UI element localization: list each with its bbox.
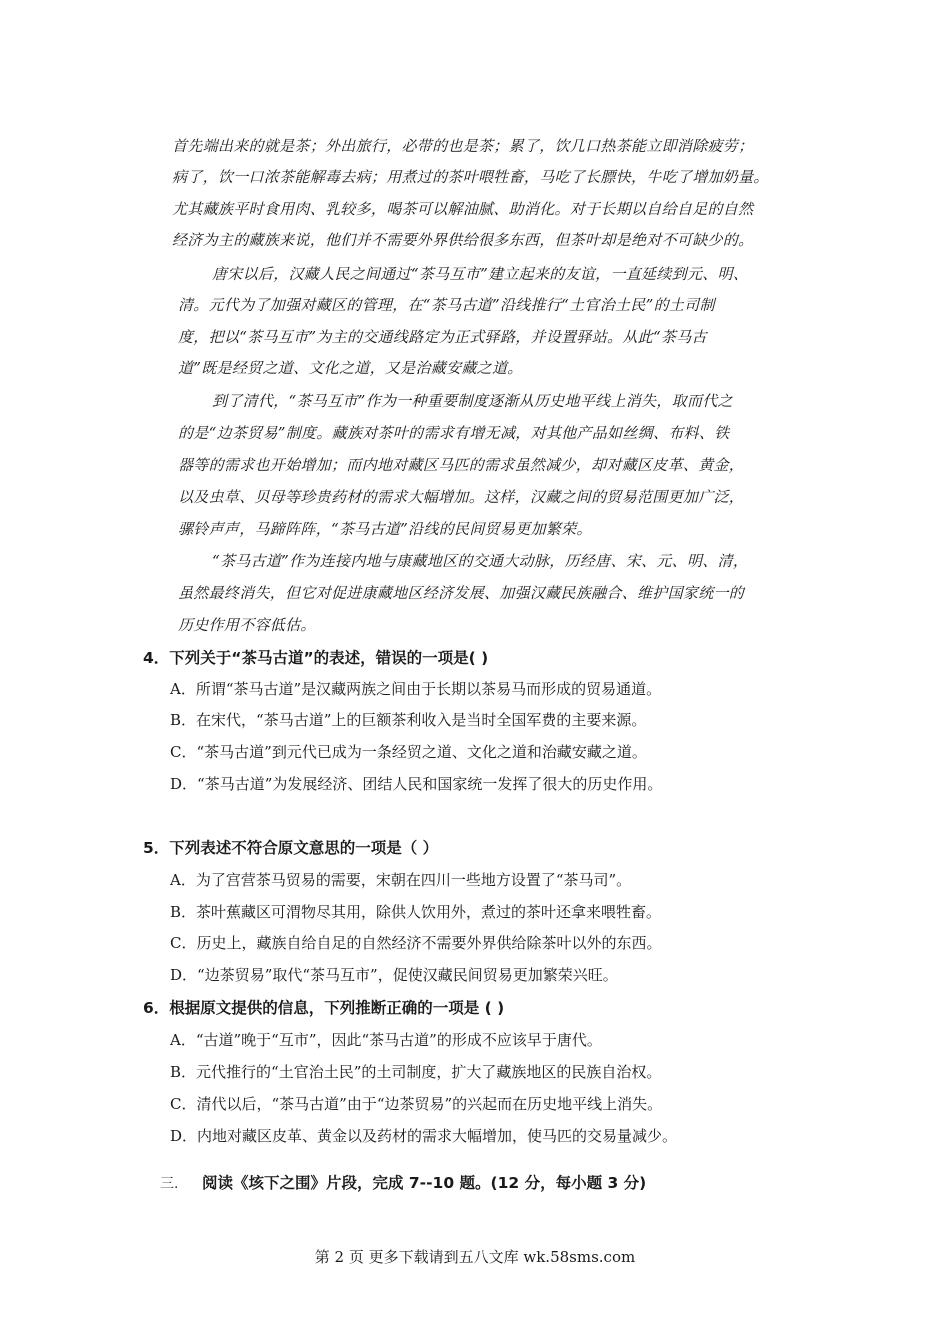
option-a: A．为了宫营茶马贸易的需要，宋朝在四川一些地方设置了“茶马司”。 <box>170 871 632 889</box>
option-d: D．“边茶贸易”取代“茶马互市”，促使汉藏民间贸易更加繁荣兴旺。 <box>170 966 618 984</box>
passage-line: “茶马古道”作为连接内地与康藏地区的交通大动脉，历经唐、宋、元、明、清， <box>212 552 749 570</box>
passage-line: 以及虫草、贝母等珍贵药材的需求大幅增加。这样，汉藏之间的贸易范围更加广泛， <box>178 488 745 506</box>
question-title: 5．下列表述不符合原文意思的一项是（ ） <box>143 839 439 857</box>
section-number: 三. <box>160 1176 179 1192</box>
passage-line: 器等的需求也开始增加；而内地对藏区马匹的需求虽然减少，却对藏区皮革、黄金， <box>178 456 745 474</box>
option-b: B．元代推行的“土官治土民”的土司制度，扩大了藏族地区的民族自治权。 <box>170 1063 662 1081</box>
passage-line: 的是“边茶贸易”制度。藏族对茶叶的需求有增无减，对其他产品如丝绸、布料、铁 <box>178 424 730 442</box>
passage-line: 经济为主的藏族来说，他们并不需要外界供给很多东西，但茶叶却是绝对不可缺少的。 <box>172 231 754 249</box>
option-c: C．“茶马古道”到元代已成为一条经贸之道、文化之道和治藏安藏之道。 <box>170 743 647 761</box>
question-title: 6．根据原文提供的信息，下列推断正确的一项是 ( ) <box>143 999 505 1017</box>
passage-line: 唐宋以后，汉藏人民之间通过“茶马互市”建立起来的友谊，一直延续到元、明、 <box>212 265 749 283</box>
passage-line: 度，把以“茶马互市”为主的交通线路定为正式驿路，并设置驿站。从此“茶马古 <box>178 328 707 346</box>
option-b: B．在宋代，“茶马古道”上的巨额茶利收入是当时全国军费的主要来源。 <box>170 711 647 729</box>
option-c: C．清代以后，“茶马古道”由于“边茶贸易”的兴起而在历史地平线上消失。 <box>170 1095 663 1113</box>
option-d: D．“茶马古道”为发展经济、团结人民和国家统一发挥了很大的历史作用。 <box>170 775 663 793</box>
passage-line: 历史作用不容低估。 <box>178 616 316 634</box>
option-d: D．内地对藏区皮革、黄金以及药材的需求大幅增加，使马匹的交易量减少。 <box>170 1127 678 1145</box>
passage-line: 骡铃声声，马蹄阵阵，“茶马古道”沿线的民间贸易更加繁荣。 <box>178 520 592 538</box>
page-footer: 第 2 页 更多下载请到五八文库 wk.58sms.com <box>314 1248 636 1266</box>
question-title: 4．下列关于“茶马古道”的表述，错误的一项是( ) <box>143 649 489 667</box>
passage-line: 病了，饮一口浓茶能解毒去病；用煮过的茶叶喂牲畜，马吃了长膘快，牛吃了增加奶量。 <box>172 168 769 186</box>
passage-line: 清。元代为了加强对藏区的管理，在“茶马古道”沿线推行“土官治土民”的土司制 <box>178 296 715 314</box>
passage-line: 到了清代，“茶马互市”作为一种重要制度逐渐从历史地平线上消失，取而代之 <box>212 392 733 410</box>
passage-line: 虽然最终消失，但它对促进康藏地区经济发展、加强汉藏民族融合、维护国家统一的 <box>178 584 745 602</box>
passage-line: 首先端出来的就是茶；外出旅行，必带的也是茶；累了，饮几口热茶能立即消除疲劳； <box>172 137 754 155</box>
option-c: C．历史上，藏族自给自足的自然经济不需要外界供给除茶叶以外的东西。 <box>170 934 662 952</box>
passage-line: 道”既是经贸之道、文化之道，又是治藏安藏之道。 <box>178 359 523 377</box>
option-a: A．“古道”晚于“互市”，因此“茶马古道”的形成不应该早于唐代。 <box>170 1031 602 1049</box>
section-title: 阅读《垓下之围》片段，完成 7--10 题。(12 分，每小题 3 分) <box>202 1174 647 1192</box>
passage-line: 尤其藏族平时食用肉、乳较多，喝茶可以解油腻、助消化。对于长期以自给自足的自然 <box>172 200 754 218</box>
option-a: A．所谓“茶马古道”是汉藏两族之间由于长期以茶易马而形成的贸易通道。 <box>170 680 662 698</box>
option-b: B．茶叶蕉藏区可渭物尽其用，除供人饮用外，煮过的茶叶还拿来喂牲畜。 <box>170 903 662 921</box>
